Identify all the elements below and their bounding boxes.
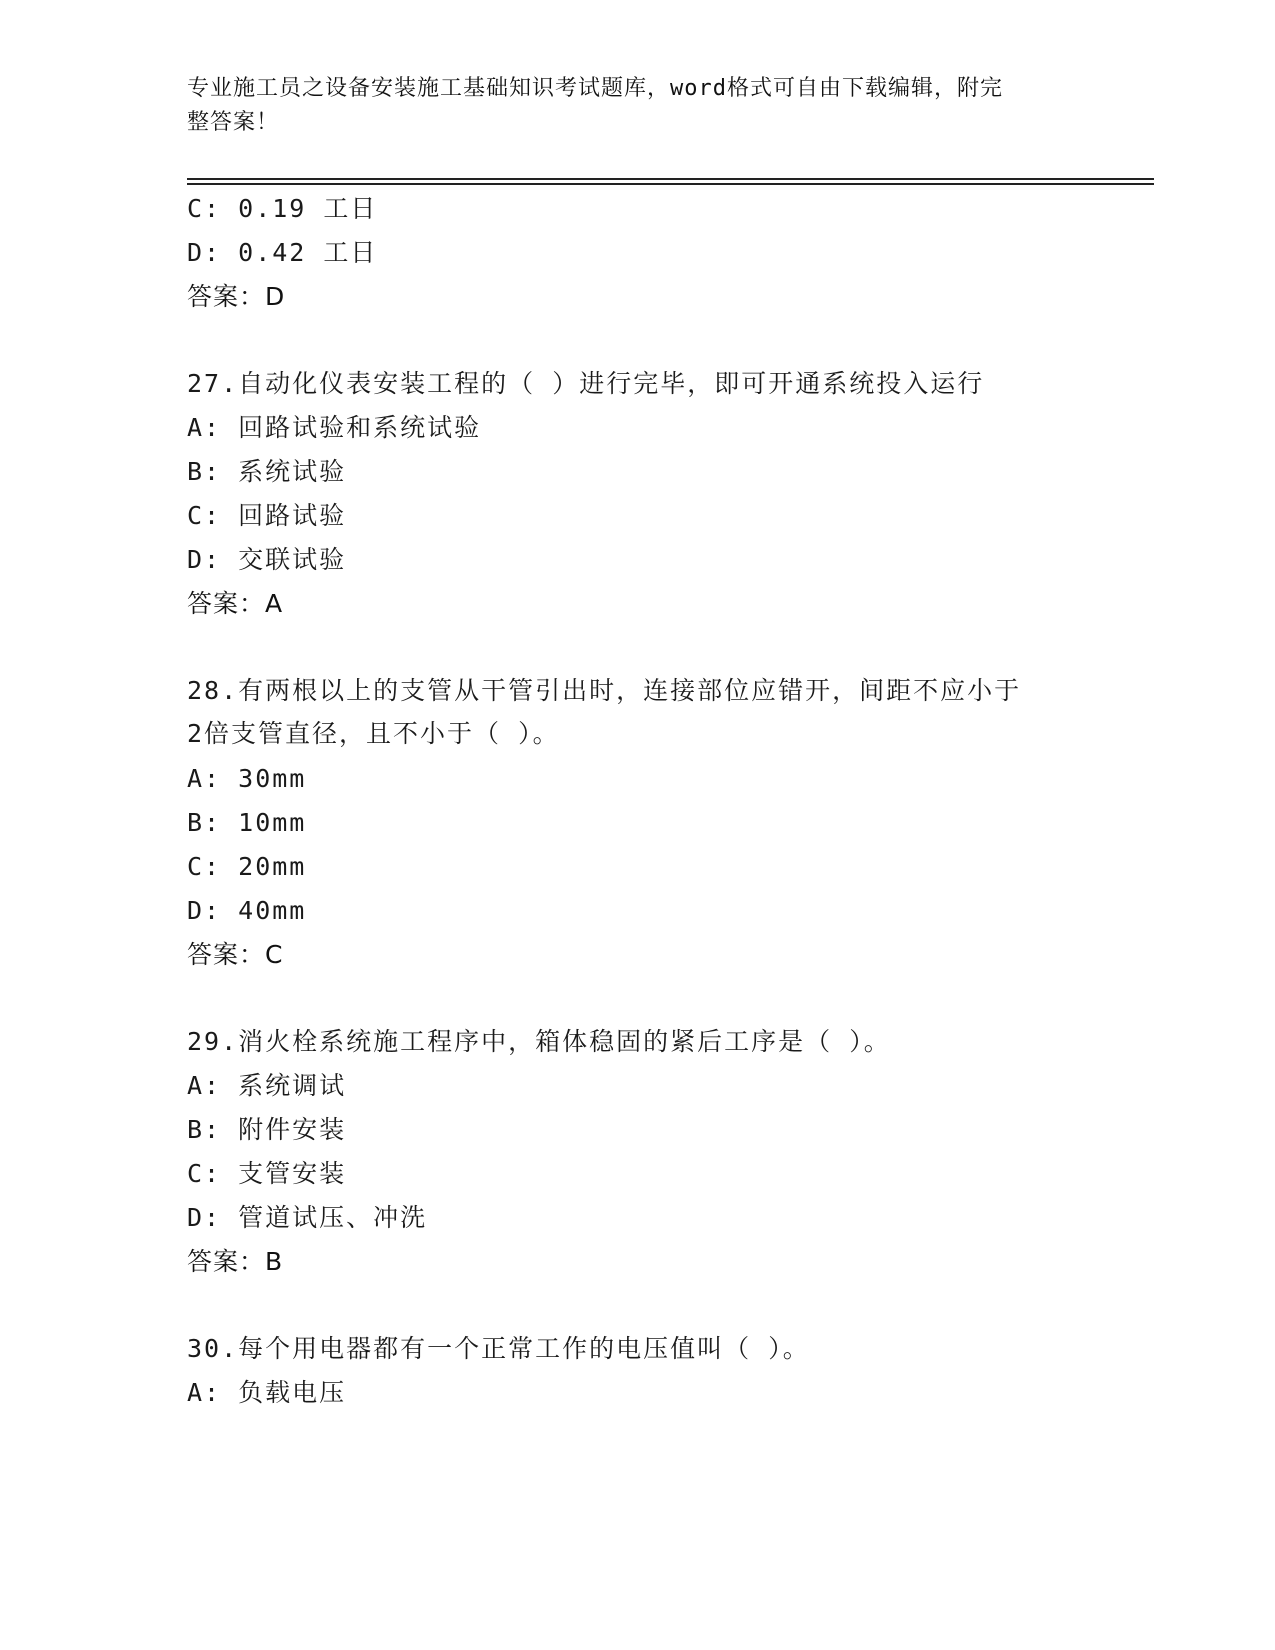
q29-option-c: C: 支管安装 (187, 1159, 347, 1188)
document-header (187, 72, 1067, 140)
header-line-2: 整答案！ (187, 110, 280, 135)
q27-option-d: D: 交联试验 (187, 545, 347, 574)
q27-option-c: C: 回路试验 (187, 501, 347, 530)
q29-answer: 答案：B (187, 1247, 284, 1276)
q30-stem: 30.每个用电器都有一个正常工作的电压值叫（ ）。 (187, 1334, 810, 1363)
q28-option-a: A: 30mm (187, 764, 307, 793)
q29-option-a: A: 系统调试 (187, 1071, 347, 1100)
header-divider-top (187, 178, 1154, 180)
q28-option-c: C: 20mm (187, 852, 307, 881)
q27-option-b: B: 系统试验 (187, 457, 347, 486)
q27-answer: 答案：A (187, 589, 284, 618)
q28-option-b: B: 10mm (187, 808, 307, 837)
q28-stem-line-2: 2倍支管直径，且不小于（ ）。 (187, 719, 560, 748)
q29-option-d: D: 管道试压、冲洗 (187, 1203, 428, 1232)
q30-option-a: A: 负载电压 (187, 1378, 347, 1407)
header-line-1: 专业施工员之设备安装施工基础知识考试题库，word格式可自由下载编辑，附完 (187, 76, 1003, 101)
q27-stem: 27.自动化仪表安装工程的（ ）进行完毕，即可开通系统投入运行 (187, 369, 985, 398)
q27-option-a: A: 回路试验和系统试验 (187, 413, 482, 442)
prev-answer: 答案：D (187, 282, 286, 311)
prev-option-c: C: 0.19 工日 (187, 194, 378, 223)
q28-answer: 答案：C (187, 940, 284, 969)
header-divider-bottom (187, 183, 1154, 185)
prev-option-d: D: 0.42 工日 (187, 238, 378, 267)
q28-stem-line-1: 28.有两根以上的支管从干管引出时，连接部位应错开，间距不应小于 (187, 676, 1022, 705)
q29-option-b: B: 附件安装 (187, 1115, 347, 1144)
q28-option-d: D: 40mm (187, 896, 307, 925)
q29-stem: 29.消火栓系统施工程序中，箱体稳固的紧后工序是（ ）。 (187, 1027, 891, 1056)
